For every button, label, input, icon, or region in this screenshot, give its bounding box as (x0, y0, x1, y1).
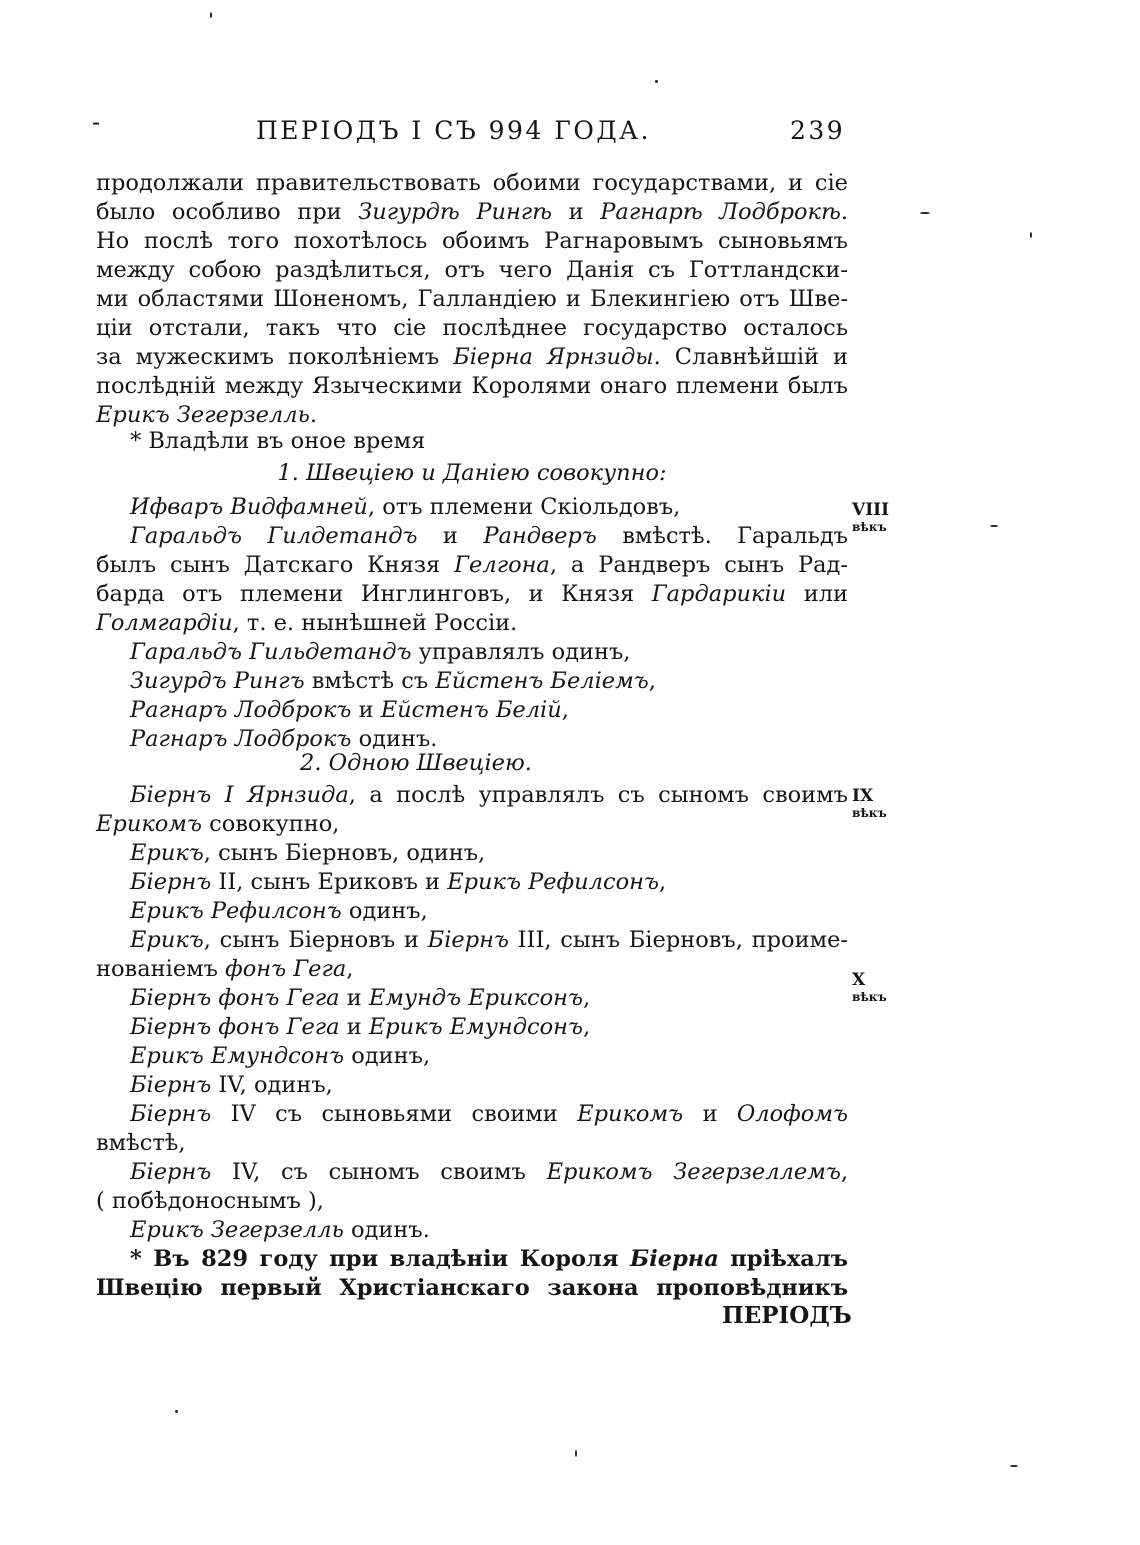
italic-name: Гелгона (454, 552, 550, 578)
text-run: и (683, 1101, 737, 1127)
list-item (130, 637, 848, 667)
text-line (96, 550, 848, 580)
text-run: , (658, 869, 667, 895)
text-line (96, 313, 848, 343)
text-line (96, 371, 848, 401)
italic-name: фонъ Гега (225, 956, 347, 982)
text-run: вмѣстѣ съ (304, 668, 436, 694)
text-line (96, 226, 848, 256)
italic-name: Емундъ Ериксонъ (368, 985, 583, 1011)
text-run: II, сынъ Ериковъ и (211, 869, 448, 895)
text-run: одинъ. (351, 726, 438, 752)
text-run: IV, одинъ, (211, 1072, 333, 1098)
text-run: , (840, 1159, 848, 1185)
list-item (130, 666, 848, 696)
italic-name: Голмгардiи (96, 610, 233, 636)
text-line (96, 608, 848, 638)
text-run: , (582, 985, 591, 1011)
italic-name: Ерикъ (130, 927, 204, 953)
list-item (130, 1099, 848, 1129)
italic-name: Бiернъ фонъ Гега (130, 985, 340, 1011)
text-run: ( побѣдоноснымъ ), (96, 1188, 324, 1214)
text-run: одинъ, (344, 1043, 431, 1069)
text-run: , (582, 1014, 591, 1040)
list-item (130, 1157, 848, 1187)
list-item (130, 838, 848, 868)
text-line (96, 1186, 848, 1216)
text-run: , сынъ Бiерновъ, одинъ, (203, 840, 486, 866)
text-run: вмѣстѣ, (96, 1130, 186, 1156)
text-line (96, 255, 848, 285)
text-line (96, 809, 848, 839)
text-run: Швецiю первый Христiанскаго закона проповѣдникъ (96, 1275, 848, 1301)
text-run: * Въ 829 году при владѣнiи Короля (130, 1246, 630, 1272)
text-run: IV, съ сыномъ своимъ (211, 1159, 547, 1185)
footnote-line (130, 1244, 848, 1274)
scan-speck (920, 212, 930, 214)
scan-speck (575, 1450, 577, 1457)
text-run: и (417, 523, 484, 549)
italic-name: Зигурдѣ Рингѣ (358, 199, 553, 225)
text-line (96, 342, 848, 372)
text-run: и (339, 1014, 369, 1040)
italic-name: Ерикъ Рефилсонъ (447, 869, 659, 895)
section1-heading (96, 458, 848, 488)
section1-heading-text: 1. Швецiею и Данiею совокупно: (277, 460, 667, 486)
list-item (130, 780, 848, 810)
text-line (96, 1128, 848, 1158)
text-run: барда отъ племени Инглинговъ, и Князя (96, 581, 652, 607)
italic-name: Ерикъ Зегерзелль (96, 402, 310, 428)
italic-name: Ерикъ Емундсонъ (368, 1014, 583, 1040)
margin-numeral: X (852, 970, 866, 990)
italic-name: Ейстенъ Белiемъ (435, 668, 649, 694)
italic-name: Бiернъ фонъ Гега (130, 1014, 340, 1040)
text-run: , сынъ Бiерновъ и (203, 927, 428, 953)
italic-name: Гаральдъ Гилдетандъ (130, 523, 418, 549)
text-run: , (648, 668, 656, 694)
text-run: Но послѣ того похотѣлось обоимъ Рагнаровымъ сыновьямъ (96, 228, 848, 254)
margin-note-x (852, 972, 887, 1006)
list-item (130, 695, 848, 725)
text-run: , (561, 697, 569, 723)
text-line (96, 579, 848, 609)
section2-heading (300, 748, 700, 778)
italic-name: Бiерна Ярнзиды (453, 344, 654, 370)
text-run: продолжали правительствовать обоими государствами, и сiе (96, 170, 848, 196)
margin-note-ix (852, 788, 887, 822)
text-line (96, 168, 848, 198)
italic-name: Рандверъ (483, 523, 597, 549)
italic-name: Бiернъ (130, 1101, 212, 1127)
text-run: управлялъ одинъ, (411, 639, 631, 665)
italic-name: Бiернъ I Ярнзида (130, 782, 349, 808)
list-item (130, 1215, 848, 1245)
text-run: IV съ сыновьями своими (211, 1101, 578, 1127)
italic-name: Ерикъ Зегерзелль (130, 1217, 344, 1243)
text-run: и (339, 985, 369, 1011)
text-line (96, 284, 848, 314)
list-item (130, 896, 848, 926)
margin-numeral: IX (852, 786, 874, 806)
italic-name: Бiернъ (130, 869, 212, 895)
italic-name: Бiернъ (130, 1159, 212, 1185)
text-run: . Славнѣйшiй и (653, 344, 848, 370)
italic-name: Рагнарѣ Лодброкѣ (600, 199, 841, 225)
scan-speck (1010, 1465, 1018, 1467)
text-run: . (840, 199, 848, 225)
italic-name: Ерикъ Рефилсонъ (130, 898, 342, 924)
italic-name: Олофомъ (736, 1101, 848, 1127)
margin-word: вѣкъ (852, 806, 887, 820)
italic-name: Гаральдъ Гильдетандъ (130, 639, 412, 665)
scan-speck (990, 525, 998, 527)
text-run: III, сынъ Бiерновъ, проиме- (508, 927, 848, 953)
italic-name: Ерикомъ (96, 811, 202, 837)
italic-name: Бiернъ (130, 1072, 212, 1098)
scan-speck (655, 80, 658, 83)
italic-name: Ерикъ Емундсонъ (130, 1043, 345, 1069)
text-run: за мужескимъ поколѣнiемъ (96, 344, 454, 370)
rulers-heading: * Владѣли въ оное время (130, 428, 426, 454)
list-item (130, 925, 848, 955)
italic-name: Зигурдъ Рингъ (130, 668, 305, 694)
text-run: ми областями Шоненомъ, Галландiею и Блекингiею отъ Шве- (96, 286, 848, 312)
catchword: ПЕРIОДЪ (722, 1302, 852, 1329)
text-run: и (552, 199, 601, 225)
list-item (130, 492, 848, 522)
list-item (130, 1012, 848, 1042)
margin-numeral: VIII (852, 500, 890, 520)
margin-note-viii (852, 502, 889, 536)
italic-name: Ифваръ Видфамней (130, 494, 368, 520)
text-run: былъ сынъ Датскаго Князя (96, 552, 455, 578)
list-item (130, 983, 848, 1013)
italic-name: Ейстенъ Белiй (380, 697, 562, 723)
text-run: , а послѣ управлялъ съ сыномъ своимъ (348, 782, 848, 808)
scan-speck (175, 1410, 178, 1413)
text-run: между собою раздѣлиться, отъ чего Данiя съ Готтландски- (96, 257, 848, 283)
text-run: , отъ племени Скiольдовъ, (367, 494, 681, 520)
list-item (130, 1070, 848, 1100)
text-run: вмѣстѣ. Гаральдъ (596, 523, 848, 549)
text-run: послѣднiй между Языческими Королями онаго племени былъ (96, 373, 848, 399)
text-run: совокупно, (201, 811, 340, 837)
text-run: прiѣхалъ (730, 1246, 848, 1272)
text-run: . (309, 402, 317, 428)
margin-word: вѣкъ (852, 990, 887, 1004)
text-run: , а Рандверъ сынъ Рад- (549, 552, 848, 578)
running-head: ПЕРIОДЪ I СЪ 994 ГОДА. (256, 116, 652, 145)
text-run: нованiемъ (96, 956, 226, 982)
text-line (96, 954, 848, 984)
italic-name: Бiернъ (427, 927, 509, 953)
list-item (130, 521, 848, 551)
text-run: цiи отстали, такъ что сiе послѣднее государство осталось (96, 315, 848, 341)
italic-name: Рагнаръ Лодброкъ (130, 726, 352, 752)
text-run: было особливо при (96, 199, 359, 225)
text-run: , т. е. нынѣшней Россiи. (232, 610, 518, 636)
page-number: 239 (790, 116, 846, 145)
section2-heading-text: 2. Одною Швецiею. (300, 750, 532, 776)
list-item (130, 867, 848, 897)
scan-speck (1030, 232, 1032, 238)
scan-speck (210, 12, 212, 18)
text-run: или (786, 581, 848, 607)
italic-name: Ерикъ (130, 840, 204, 866)
text-run: одинъ, (341, 898, 428, 924)
list-item (130, 1041, 848, 1071)
italic-name: Ерикомъ (577, 1101, 684, 1127)
text-run: , (346, 956, 354, 982)
footnote-line (96, 1273, 848, 1303)
italic-name: Гардарикiи (651, 581, 787, 607)
italic-name: Рагнаръ Лодброкъ (130, 697, 352, 723)
italic-name: Бiерна (629, 1246, 719, 1272)
text-line (96, 197, 848, 227)
margin-word: вѣкъ (852, 520, 887, 534)
text-run: одинъ. (343, 1217, 430, 1243)
text-run: и (351, 697, 381, 723)
italic-name: Ерикомъ Зегерзеллемъ (546, 1159, 841, 1185)
header-dash: - (92, 108, 101, 136)
